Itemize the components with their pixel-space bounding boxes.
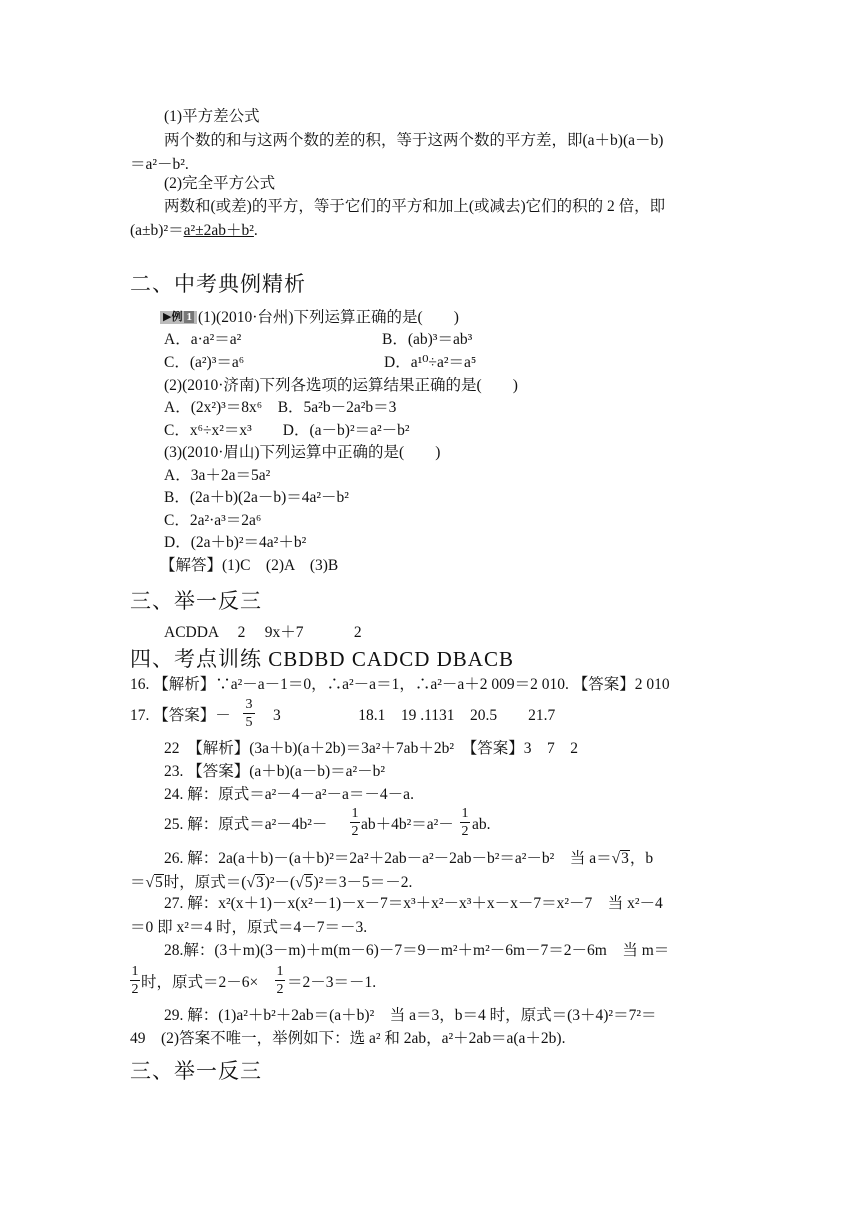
option-line: D．a¹⁰÷a²＝a⁵ — [384, 354, 477, 371]
paragraph-line: 两个数的和与这两个数的差的积，等于这两个数的平方差，即(a＋b)(a－b) — [164, 132, 664, 149]
fraction: 1 2 — [276, 964, 284, 997]
example-question-1: ▶例 1 (1)(2010·台州)下列运算正确的是( ) — [160, 308, 459, 328]
answer-line-29: 29. 解：(1)a²＋b²＋2ab＝(a＋b)² 当 a＝3，b＝4 时，原式＝(3＋4)²＝7²＝ — [164, 1007, 657, 1024]
formula-heading-perfect-square: (2)完全平方公式 — [164, 175, 276, 192]
answer-line: ab. — [472, 816, 491, 833]
option-line: B．(2a＋b)(2a－b)＝4a²－b² — [164, 489, 349, 506]
answer-line: 【解答】(1)C (2)A (3)B — [160, 557, 339, 574]
example-badge: ▶例 1 — [160, 311, 197, 324]
sqrt-sign: √ — [246, 874, 255, 891]
example-question-2: (2)(2010·济南)下列各选项的运算结果正确的是( ) — [164, 377, 518, 394]
answer-line: 23. 【答案】(a＋b)(a－b)＝a²－b² — [164, 763, 386, 780]
section-heading: 二、中考典例精析 — [130, 272, 306, 296]
section-heading: 三、举一反三 — [130, 1059, 262, 1083]
option-line: A．(2x²)³＝8x⁶ B．5a²b－2a²b＝3 — [164, 399, 397, 416]
answer-line: ＝√5时，原式＝(√3)²－(√5)²＝3－5＝－2. — [130, 874, 413, 891]
fraction: 1 2 — [461, 806, 469, 839]
paragraph-line: ＝a²－b². — [130, 156, 189, 173]
option-line: C．(a²)³＝a⁶ — [164, 354, 245, 371]
sqrt-sign: √ — [611, 850, 621, 867]
answer-line: ＝2－3＝－1. — [287, 974, 377, 991]
option-line: C．x⁶÷x²＝x³ D．(a－b)²＝a²－b² — [164, 422, 410, 439]
answer-line: 16. 【解析】∵a²－a－1＝0，∴a²－a＝1，∴a²－a＋2 009＝2 010. 【答案】2 010 — [130, 676, 670, 693]
answer-line: 22 【解析】(3a＋b)(a＋2b)＝3a²＋7ab＋2b² 【答案】3 7 2 — [164, 740, 578, 757]
answer-line-26: 26. 解：2a(a＋b)－(a＋b)²＝2a²＋2ab－a²－2ab－b²＝a²－b² 当 a＝√3，b — [164, 850, 654, 867]
example-question-3: (3)(2010·眉山)下列运算中正确的是( ) — [164, 444, 441, 461]
option-line: D．(2a＋b)²＝4a²＋b² — [164, 534, 307, 551]
fraction: 1 2 — [351, 806, 359, 839]
answer-line: ab＋4b²＝a²－ — [361, 816, 454, 833]
answer-line-27: 27. 解：x²(x＋1)－x(x²－1)－x－7＝x³＋x²－x³＋x－x－7＝x²－7 当 x²－4 — [164, 895, 663, 912]
fraction: 3 5 — [243, 697, 255, 730]
paragraph-line: (a±b)²＝a²±2ab＋b². — [130, 222, 258, 239]
answer-line-25: 25. 解：原式＝a²－4b²－ — [164, 816, 328, 833]
section-heading: 三、举一反三 — [130, 589, 262, 613]
fraction: 1 2 — [131, 964, 139, 997]
formula-heading-difference-of-squares: (1)平方差公式 — [164, 108, 260, 125]
option-line: A．a·a²＝a² — [164, 331, 242, 348]
underlined-formula: a²±2ab＋b² — [183, 222, 254, 239]
answer-line: 3 18.1 19 .1131 20.5 21.7 — [273, 707, 556, 724]
sqrt-sign: √ — [145, 874, 155, 891]
answer-line: ACDDA 2 9x＋7 2 — [164, 624, 362, 641]
sqrt-sign: √ — [295, 874, 304, 891]
answer-line-28: 28.解：(3＋m)(3－m)＋m(m－6)－7＝9－m²＋m²－6m－7＝2－6m 当 m＝ — [164, 942, 670, 959]
option-line: C．2a²·a³＝2a⁶ — [164, 512, 262, 529]
answer-line-17: 17. 【答案】－ — [130, 707, 231, 724]
option-line: B．(ab)³＝ab³ — [382, 331, 473, 348]
paragraph-line: 两数和(或差)的平方，等于它们的平方和加上(或减去)它们的积的 2 倍，即 — [164, 198, 666, 215]
answer-line: ＝0 即 x²＝4 时，原式＝4－7＝－3. — [130, 919, 368, 936]
answer-line: 时，原式＝2－6× — [141, 974, 259, 991]
answer-line: 24. 解：原式＝a²－4－a²－a＝－4－a. — [164, 786, 414, 803]
option-line: A．3a＋2a＝5a² — [164, 467, 271, 484]
answer-line: 49 (2)答案不唯一，举例如下：选 a² 和 2ab，a²＋2ab＝a(a＋2b). — [130, 1030, 566, 1047]
section-heading: 四、考点训练 CBDBD CADCD DBACB — [130, 647, 514, 671]
